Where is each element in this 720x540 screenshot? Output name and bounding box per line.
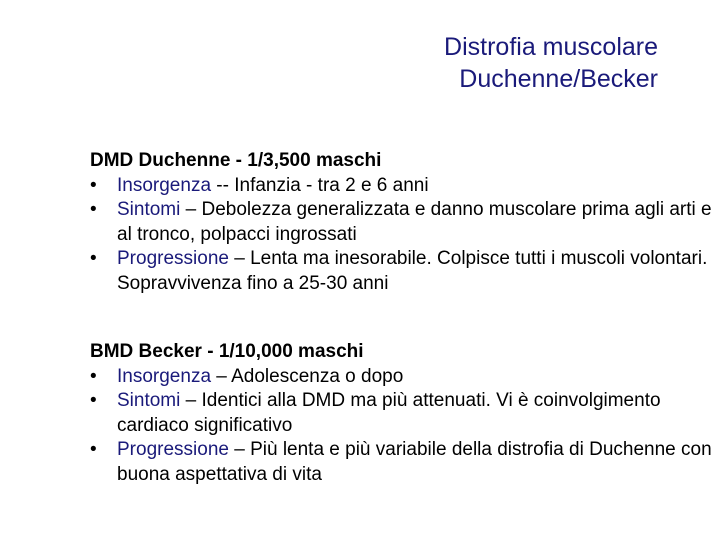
title-line-1: Distrofia muscolare [444,33,658,61]
item-text: Adolescenza o dopo [231,365,404,387]
item-term: Sintomi [117,199,181,220]
section-bmd [90,340,715,487]
item-separator: – [180,199,202,220]
item-text: Identici alla DMD ma più attenuati. Vi è coinvolgimento cardiaco significativo [117,390,661,436]
item-text: Lenta ma inesorabile. Colpisce tutti i muscoli volontari. Sopravvivenza fino a 25-30 anni [117,248,708,294]
list-item [90,438,715,487]
list-item [90,174,715,199]
item-term: Insorgenza [117,174,212,196]
item-separator: – [228,248,251,269]
bullet-icon: • [90,248,97,269]
bullet-icon: • [90,199,97,220]
item-separator: – [228,439,251,460]
section-dmd [90,149,715,296]
bullet-icon: • [90,439,97,460]
list-item [90,389,715,438]
title-line-2: Duchenne/Becker [459,65,658,93]
list-item [90,198,715,247]
item-separator: – [180,390,202,411]
item-term: Sintomi [117,390,181,411]
item-term: Insorgenza [117,365,212,387]
section-heading: BMD Becker - 1/10,000 maschi [90,341,364,362]
bullet-list [90,174,715,297]
list-item [90,247,715,296]
item-term: Progressione [117,248,229,269]
item-separator: -- [211,174,235,196]
bullet-list [90,365,715,488]
item-text: Debolezza generalizzata e danno muscolare prima agli arti e al tronco, polpacci ingrossati [117,199,712,245]
bullet-icon: • [90,390,97,411]
item-text: Più lenta e più variabile della distrofia di Duchenne con buona aspettativa di vita [117,439,712,485]
item-separator: – [211,365,232,387]
item-term: Progressione [117,439,229,460]
list-item [90,365,715,390]
slide-title [444,31,658,95]
bullet-icon: • [90,365,97,387]
section-heading: DMD Duchenne - 1/3,500 maschi [90,150,382,171]
item-text: Infanzia - tra 2 e 6 anni [234,174,429,196]
bullet-icon: • [90,174,97,196]
